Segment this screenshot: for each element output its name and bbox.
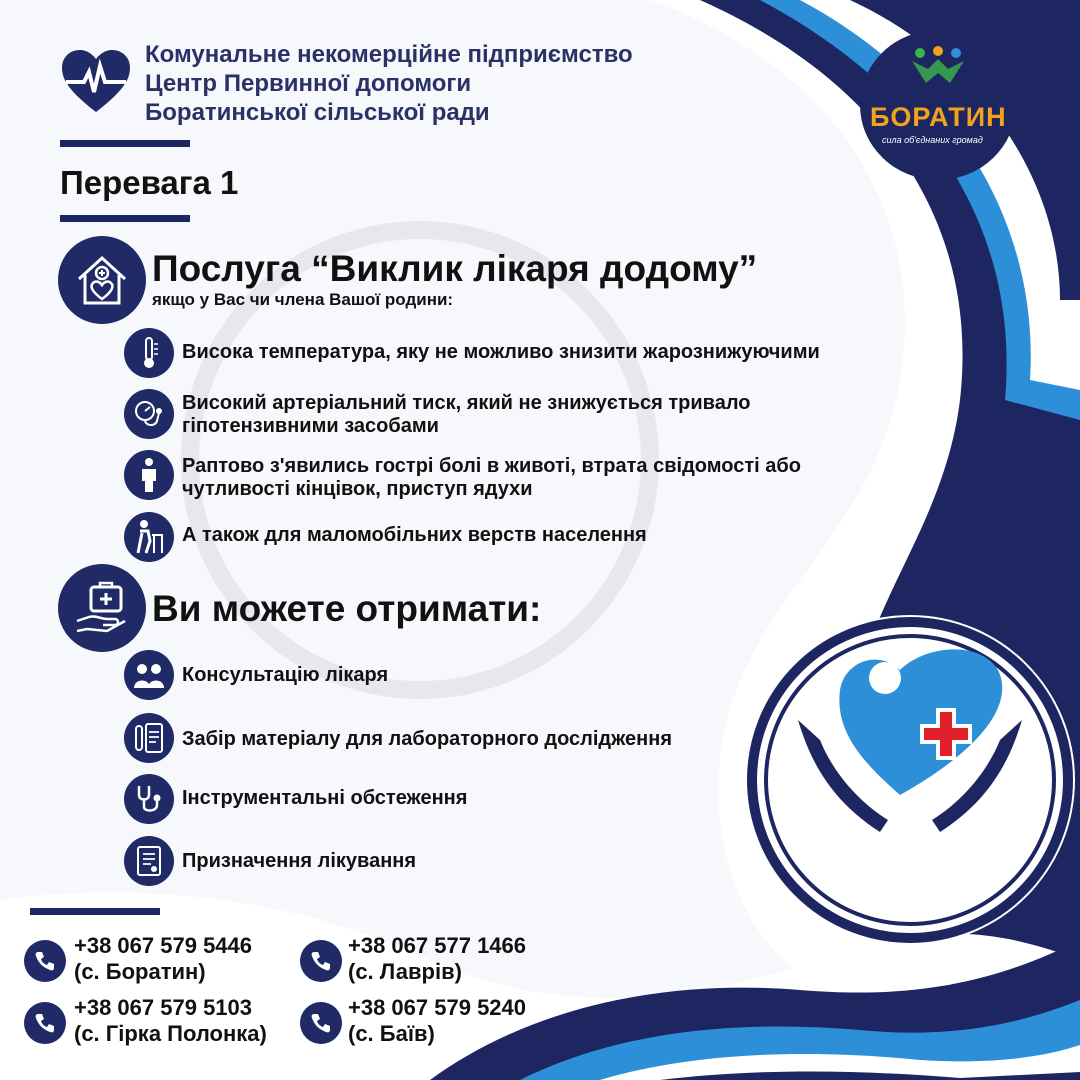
logo-tagline: сила об'єднаних громад [882,135,983,145]
receive-item-1: Консультацію лікаря [182,664,389,686]
org-line-1: Комунальне некомерційне підприємство [145,41,633,68]
receive-item-2: Забір матеріалу для лабораторного дослідження [182,728,672,750]
heart-pulse-logo-icon [60,48,132,119]
phone-icon[interactable] [24,940,66,982]
org-line-3: Боратинської сільської ради [145,99,490,126]
divider-advantage [60,215,190,222]
organization-name [145,40,633,127]
medical-kit-hand-icon [58,564,146,652]
home-doctor-icon [58,236,146,324]
phone-icon[interactable] [300,940,342,982]
org-line-2: Центр Первинної допомоги [145,70,472,97]
receive-title: Ви можете отримати: [152,588,542,629]
doctor-consult-icon [124,650,174,700]
service-item-1: Висока температура, яку не можливо знизити жарознижуючими [182,341,820,363]
phone-icon[interactable] [24,1002,66,1044]
thermometer-icon [124,328,174,378]
advantage-title: Перевага 1 [60,164,239,201]
receive-item-3: Інструментальні обстеження [182,787,468,809]
blood-pressure-icon [124,389,174,439]
service-item-2: Високий артеріальний тиск, який не знижується тривало гіпотензивними засобами [182,392,751,437]
boratyn-logo [860,30,1016,180]
stethoscope-icon [124,774,174,824]
care-emblem [740,610,1080,950]
receive-item-4: Призначення лікування [182,850,417,872]
patient-icon [124,450,174,500]
service-subtitle: якщо у Вас чи члена Вашої родини: [152,290,454,309]
contact-2[interactable]: +38 067 577 1466 (с. Лаврів) [348,933,527,984]
contact-4[interactable]: +38 067 579 5240 (с. Баїв) [348,995,527,1046]
people-logo-icon [910,45,966,85]
prescription-icon [124,836,174,886]
lab-test-icon [124,713,174,763]
service-title: Послуга “Виклик лікаря додому” [152,248,758,289]
service-item-4: А також для маломобільних верств населення [182,524,647,546]
divider-top [60,140,190,147]
contact-1[interactable]: +38 067 579 5446 (с. Боратин) [74,933,253,984]
service-item-3: Раптово з'явились гострі болі в животі, втрата свідомості або чутливості кінцівок, приступ ядухи [182,455,801,500]
logo-name: БОРАТИН [870,102,1007,132]
elderly-walker-icon [124,512,174,562]
contact-3[interactable]: +38 067 579 5103 (с. Гірка Полонка) [74,995,267,1046]
divider-contacts [30,908,160,915]
phone-icon[interactable] [300,1002,342,1044]
